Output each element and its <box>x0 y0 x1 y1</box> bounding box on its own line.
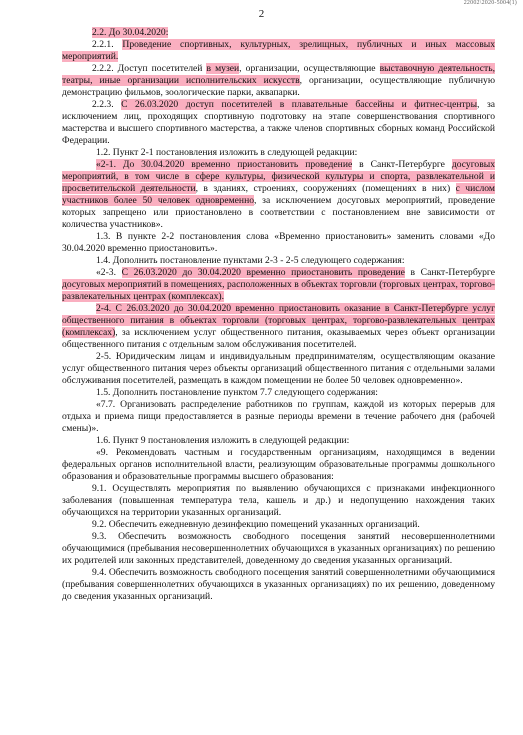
document-body <box>62 27 495 603</box>
paragraph-text: 1.5. Дополнить постановление пунктом 7.7 следующего содержания: <box>96 387 378 398</box>
paragraph <box>62 303 495 351</box>
paragraph-text: 1.2. Пункт 2-1 постановления изложить в следующей редакции: <box>96 147 358 158</box>
paragraph <box>62 147 495 159</box>
paragraph-text: , за исключением досуговых мероприятий, проведение которых запрещено или приостановлено в соответствии с постановлением вне зависимости от количества участников». <box>62 195 496 230</box>
paragraph <box>62 63 495 99</box>
highlighted-text: с числом участников более 50 человек одновременно <box>62 183 495 206</box>
paragraph <box>62 567 495 603</box>
paragraph <box>62 231 495 255</box>
paragraph <box>62 399 495 435</box>
page-number: 2 <box>258 8 265 20</box>
highlighted-text: досуговых мероприятий в помещениях, расположенных в объектах торговли (торговых центрах, торгово-развлекательных центрах (комплексах). <box>62 279 495 302</box>
paragraph-text: , за исключением лиц, проходящих спортивную подготовку на этапе совершенствования спортивного мастерства и высшего спортивного мастерства, а также членов спортивных сборных команд Российской Федерации. <box>62 99 495 146</box>
highlighted-text: досуговых мероприятий, в том числе в сфере культуры, физической культуры и спорта, развлекательной и просветительской деятельности <box>62 159 495 194</box>
paragraph-text: 2.2.1. <box>92 39 123 50</box>
paragraph <box>62 255 495 267</box>
highlighted-text: Проведение спортивных, культурных, зрелищных, публичных и иных массовых мероприятий. <box>62 39 496 62</box>
document-code: 22002\2020-5004(1) <box>463 0 517 6</box>
paragraph-text: 2.2.2. Доступ посетителей <box>92 63 207 74</box>
paragraph-text: в Санкт-Петербурге <box>404 267 495 278</box>
paragraph <box>62 447 495 483</box>
paragraph <box>62 483 495 519</box>
paragraph-text: , организации, осуществляющие <box>239 63 380 74</box>
paragraph-text: «7.7. Организовать распределение работников по группам, каждой из которых перерыв для отдыха и приема пищи предоставляется в разные периоды времени в течение рабочего дня (рабочей смены)». <box>62 399 495 434</box>
paragraph <box>62 39 495 63</box>
paragraph <box>62 159 495 231</box>
paragraph-text: , за исключением услуг общественного питания, оказываемых через объект организации общественного питания с отдельным залом обслуживания посетителей. <box>62 327 495 350</box>
paragraph <box>62 387 495 399</box>
paragraph <box>62 267 495 303</box>
highlighted-text: «2-1. До 30.04.2020 временно приостановить проведение <box>96 159 353 170</box>
paragraph <box>62 27 495 39</box>
paragraph-text: 9.3. Обеспечить возможность свободного посещения занятий несовершеннолетними обучающимися (пребывания несовершеннолетних обучающихся в указанных организациях) по решению их родителей или законных представителей, доведенному до сведения указанных организаций. <box>62 531 495 566</box>
paragraph-text: 2.2.3. <box>92 99 122 110</box>
paragraph-text: 1.4. Дополнить постановление пунктами 2-3 - 2-5 следующего содержания: <box>96 255 405 266</box>
paragraph <box>62 351 495 387</box>
paragraph-text: , в зданиях, строениях, сооружениях (помещениях в них) <box>195 183 456 194</box>
paragraph-text: 9.4. Обеспечить возможность свободного посещения занятий совершеннолетними обучающимися (пребывания совершеннолетних обучающихся в указанных организациях) по их решению, доведенному до сведения указанных организаций. <box>62 567 495 602</box>
highlighted-text: 2.2. До 30.04.2020: <box>92 27 169 38</box>
highlighted-text: в музеи <box>206 63 240 74</box>
paragraph <box>62 519 495 531</box>
paragraph <box>62 99 495 147</box>
highlighted-text: выставочную деятельность, театры, иные организации исполнительских искусств <box>62 63 495 86</box>
paragraph <box>62 531 495 567</box>
paragraph-text: 2-5. Юридическим лицам и индивидуальным предпринимателям, осуществляющим оказание услуг общественного питания через объекты организаций общественного питания с отдельными залами обслуживания посетителей, размещать в каждом помещении не более 50 человек одновременно». <box>62 351 495 386</box>
paragraph <box>62 435 495 447</box>
highlighted-text: 2-4. С 26.03.2020 до 30.04.2020 временно приостановить оказание в Санкт-Петербурге услуг общественного питания в объектах торговли (торговых центрах, торгово-развлекательных центрах (комплексах) <box>62 303 495 338</box>
paragraph-text: 1.6. Пункт 9 постановления изложить в следующей редакции: <box>96 435 350 446</box>
paragraph-text: , организации, осуществляющие публичную демонстрацию фильмов, зоологические парки, аквапарки. <box>62 75 495 98</box>
paragraph-text: 9.1. Осуществлять мероприятия по выявлению обучающихся с признаками инфекционного заболевания (повышенная температура тела, кашель и др.) и недопущению нахождения таких обучающихся на территории указанных организаций. <box>62 483 495 518</box>
paragraph-text: 9.2. Обеспечить ежедневную дезинфекцию помещений указанных организаций. <box>92 519 420 530</box>
paragraph-text: в Санкт-Петербурге <box>352 159 452 170</box>
paragraph-text: «9. Рекомендовать частным и государственным организациям, находящимся в ведении федеральных органов исполнительной власти, реализующим образовательные программы дошкольного образования и образовательные программы высшего образования: <box>62 447 495 482</box>
paragraph-text: «2-3. <box>96 267 122 278</box>
highlighted-text: С 26.03.2020 доступ посетителей в плавательные бассейны и фитнес-центры <box>121 99 478 110</box>
paragraph-text: 1.3. В пункте 2-2 постановления слова «Временно приостановить» заменить словами «До 30.04.2020 временно приостановить». <box>62 231 495 254</box>
highlighted-text: С 26.03.2020 до 30.04.2020 временно приостановить проведение <box>121 267 405 278</box>
